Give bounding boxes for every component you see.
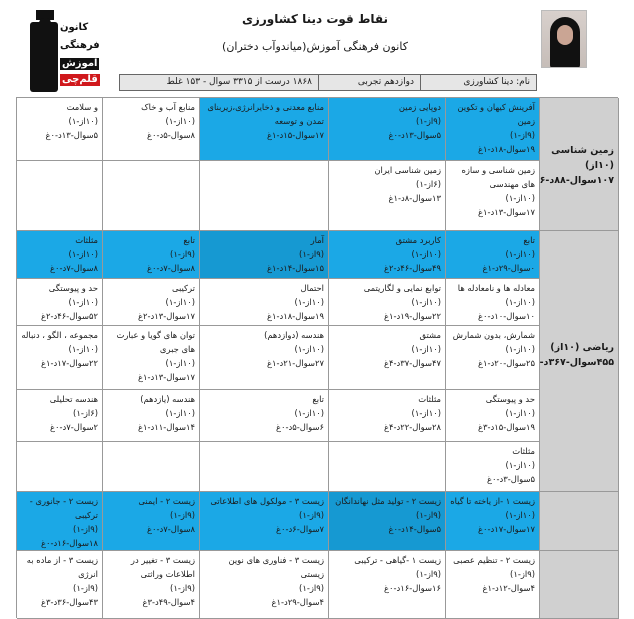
topic-counts: ۲سوال-۷د-۰غ [49, 422, 98, 432]
topic-cell [200, 231, 329, 279]
topic-title: آفرینش کیهان و تکوین زمین [457, 102, 535, 126]
brand-logo [28, 4, 110, 94]
topic-cell [200, 161, 329, 231]
topic-counts: ۱۹سوال-۱۸د-۱غ [266, 311, 324, 321]
topic-score: (۱۰از-۱) [505, 249, 535, 259]
topic-counts: ۸سوال-۷د-۰غ [146, 524, 195, 534]
topic-counts: ۱۴سوال-۱۱د-۱غ [137, 422, 195, 432]
topic-counts: ۱۹سوال-۱۸د-۱غ [477, 144, 535, 154]
topic-counts: ۱۸سوال-۱۶د-۰غ [40, 538, 98, 548]
topic-title: شمارش، بدون شمارش [452, 330, 535, 340]
topic-cell [103, 492, 200, 551]
topic-counts: ۵سوال-۳د-۰غ [486, 474, 535, 484]
topic-score: (۹از-۱) [170, 249, 195, 259]
topic-cell [446, 442, 540, 492]
topic-title: معادله ها و نامعادله ها [457, 283, 535, 293]
topic-score: (۱۰از-۱) [411, 297, 441, 307]
topic-title: و سلامت [66, 102, 98, 112]
topic-score: (۱۰از-۱) [68, 116, 98, 126]
topic-score: (۹از-۱) [416, 569, 441, 579]
topic-cell [329, 492, 446, 551]
topic-score: (۶از-۱) [73, 408, 98, 418]
topic-cell [103, 279, 200, 326]
topic-cell [329, 326, 446, 390]
topic-cell [200, 492, 329, 551]
topic-score: (۱۰از-۱) [294, 408, 324, 418]
topic-score: (۱۰از-۱) [165, 297, 195, 307]
student-info-bar [119, 74, 537, 91]
topic-cell [200, 326, 329, 390]
topic-cell [103, 161, 200, 231]
topic-counts: ۰سوال-۲۹د-۱غ [482, 263, 535, 273]
page-subtitle: کانون فرهنگی آموزش(میاندوآب دختران) [222, 40, 408, 53]
topic-cell [17, 390, 103, 442]
topic-title: منابع آب و خاک [141, 102, 195, 112]
topic-score: (۹از-۱) [510, 569, 535, 579]
topic-counts: ۸سوال-۷د-۰غ [146, 263, 195, 273]
topic-cell [17, 279, 103, 326]
topic-counts: ۸سوال-۷د-۰غ [49, 263, 98, 273]
topic-cell [446, 326, 540, 390]
topic-cell [17, 231, 103, 279]
topic-title: هندسه (دوازدهم) [264, 330, 324, 340]
topic-title: تابع [312, 394, 324, 404]
logo-word: کانون [60, 22, 89, 33]
topic-title: زمین شناسی ایران [374, 165, 441, 175]
topic-counts: ۴سوال-۱۲د-۱غ [482, 583, 535, 593]
student-grade: دوازدهم تجربی [318, 75, 420, 90]
topic-title: حد و پیوستگی [485, 394, 535, 404]
topic-counts: ۸سوال-۵د-۰غ [146, 130, 195, 140]
topic-cell [17, 492, 103, 551]
topic-score: (۱۰از-۱) [505, 193, 535, 203]
topic-cell [200, 279, 329, 326]
topic-title: توابع نمایی و لگاریتمی [363, 283, 441, 293]
topic-counts: ۴۳سوال-۳۶د-۳غ [40, 597, 98, 607]
topic-score: (۶از-۱) [416, 179, 441, 189]
topic-score: (۱۰از-۱) [411, 344, 441, 354]
subject-group-cell [540, 492, 619, 551]
topic-title: زیست ۳ - از ماده به انرژی [26, 555, 98, 579]
topic-cell [200, 442, 329, 492]
logo-word: فرهنگی [60, 40, 100, 51]
topic-cell [446, 551, 540, 619]
topic-counts: ۴۷سوال-۳۷د-۴غ [383, 358, 441, 368]
topic-counts: ۱۰سوال-۱۰د-۰غ [477, 311, 535, 321]
topic-score: (۱۰از-۱) [411, 249, 441, 259]
topic-title: زیست ۱ -گیاهی - ترکیبی [354, 555, 441, 565]
topic-score: (۱۰از-۱) [68, 297, 98, 307]
topic-score: (۹از-۱) [170, 510, 195, 520]
topic-cell [329, 551, 446, 619]
topic-title: زمین شناسی و سازه های مهندسی [461, 165, 535, 189]
topic-title: زیست ۳ - فناوری های نوین زیستی [228, 555, 324, 579]
topic-cell [329, 279, 446, 326]
topic-title: مثلثات [75, 235, 98, 245]
topic-cell [329, 442, 446, 492]
topic-score: (۱۰از-۱) [68, 344, 98, 354]
topic-title: مشتق [419, 330, 441, 340]
topic-counts: ۱۷سوال-۱۵د-۱غ [266, 130, 324, 140]
topic-title: مثلثات [418, 394, 441, 404]
topic-title: دوپایی زمین [398, 102, 441, 112]
topic-counts: ۱۷سوال-۱۳د-۱غ [477, 207, 535, 217]
topic-cell [446, 279, 540, 326]
strengths-table [16, 97, 618, 618]
topic-counts: ۴سوال-۴۹د-۳غ [142, 597, 195, 607]
topic-counts: ۶سوال-۵د-۰غ [275, 422, 324, 432]
topic-score: (۱۰از-۱) [68, 249, 98, 259]
topic-title: توان های گویا و عبارت های جبری [116, 330, 195, 354]
topic-score: (۱۰از-۱) [411, 408, 441, 418]
topic-cell [329, 231, 446, 279]
topic-score: (۹از-۱) [416, 510, 441, 520]
topic-counts: ۱۷سوال-۱۷د-۰غ [477, 524, 535, 534]
topic-cell [446, 492, 540, 551]
topic-score: (۱۰از-۱) [165, 358, 195, 368]
topic-cell [17, 161, 103, 231]
topic-counts: ۵سوال-۱۳د-۰غ [45, 130, 98, 140]
topic-cell [329, 161, 446, 231]
topic-score: (۱۰از-۱) [505, 408, 535, 418]
topic-title: حد و پیوستگی [48, 283, 98, 293]
topic-score: (۹از-۱) [299, 583, 324, 593]
summary-stats: ۱۸۶۸ درست از ۳۳۱۵ سوال - ۱۵۳ غلط [166, 77, 312, 87]
topic-score: (۱۰از-۱) [165, 116, 195, 126]
topic-title: زیست ۳ - تغییر در اطلاعات وراثتی [130, 555, 195, 579]
topic-counts: ۲۷سوال-۲۱د-۱غ [266, 358, 324, 368]
subject-group-cell [540, 231, 619, 492]
topic-cell [329, 98, 446, 161]
topic-score: (۹از-۱) [299, 249, 324, 259]
topic-counts: ۱۹سوال-۱۵د-۳غ [477, 422, 535, 432]
topic-title: مثلثات [512, 446, 535, 456]
topic-counts: ۲۵سوال-۲۰د-۱غ [477, 358, 535, 368]
topic-counts: ۵۲سوال-۴۶د-۲غ [40, 311, 98, 321]
topic-counts: ۲۸سوال-۲۲د-۴غ [383, 422, 441, 432]
topic-score: (۱۰از-۱) [294, 344, 324, 354]
topic-title: زیست ۲ - ایمنی [138, 496, 195, 506]
topic-cell [446, 98, 540, 161]
logo-word: قلم‌چی [62, 74, 98, 85]
topic-counts: ۴سوال-۲۹د-۱غ [271, 597, 324, 607]
topic-counts: ۱۷سوال-۱۳د-۲غ [137, 311, 195, 321]
topic-title: هندسه (یازدهم) [140, 394, 195, 404]
topic-counts: ۱۳سوال-۸د-۱غ [388, 193, 441, 203]
topic-cell [103, 551, 200, 619]
topic-title: زیست ۲ - تنظیم عصبی [453, 555, 535, 565]
subject-group-label: زمین شناسی (۱۰از) ۱۰۷سوال-۸۸د-۶ [540, 144, 614, 186]
topic-score: (۱۰از-۱) [505, 297, 535, 307]
topic-counts: ۱۷سوال-۱۳د-۱غ [137, 372, 195, 382]
topic-score: (۱۰از-۱) [505, 510, 535, 520]
topic-cell [200, 390, 329, 442]
topic-counts: ۱۵سوال-۱۴د-۱غ [266, 263, 324, 273]
topic-title: آمار [310, 235, 324, 245]
topic-score: (۹از-۱) [299, 510, 324, 520]
topic-score: (۱۰از-۱) [294, 297, 324, 307]
topic-title: هندسه تحلیلی [49, 394, 98, 404]
student-name: نام: دینا کشاورزی [420, 75, 536, 90]
topic-cell [446, 390, 540, 442]
topic-score: (۹از-۱) [416, 116, 441, 126]
topic-score: (۱۰از-۱) [165, 408, 195, 418]
topic-score: (۹از-۱) [73, 583, 98, 593]
topic-cell [17, 98, 103, 161]
topic-title: زیست ۲ - تولید مثل نهاندانگان [335, 496, 441, 506]
topic-counts: ۴۹سوال-۴۶د-۲غ [383, 263, 441, 273]
topic-score: (۹از-۱) [170, 583, 195, 593]
logo-word: آموزش [62, 58, 98, 69]
topic-title: ترکیبی [172, 283, 195, 293]
topic-counts: ۷سوال-۶د-۰غ [275, 524, 324, 534]
topic-cell [103, 231, 200, 279]
topic-counts: ۲۲سوال-۱۷د-۱غ [40, 358, 98, 368]
topic-title: زیست ۱ -از یاخته تا گیاه [450, 496, 535, 506]
topic-cell [446, 231, 540, 279]
subject-group-cell [540, 551, 619, 619]
subject-group-cell [540, 98, 619, 231]
topic-cell [103, 442, 200, 492]
topic-title: زیست ۳ - مولکول های اطلاعاتی [210, 496, 324, 506]
topic-cell [200, 98, 329, 161]
topic-cell [103, 98, 200, 161]
topic-cell [103, 326, 200, 390]
topic-cell [17, 326, 103, 390]
topic-counts: ۱۶سوال-۱۶د-۰غ [383, 583, 441, 593]
topic-counts: ۲۲سوال-۱۹د-۱غ [383, 311, 441, 321]
topic-title: تابع [183, 235, 195, 245]
page-title: نقاط قوت دینا کشاورزی [241, 12, 389, 26]
topic-score: (۹از-۱) [73, 524, 98, 534]
topic-title: مجموعه ، الگو ، دنباله [21, 330, 98, 340]
topic-cell [200, 551, 329, 619]
topic-title: منابع معدنی و ذخایرانرژی،زیربنای تمدن و توسعه [207, 102, 324, 126]
topic-counts: ۵سوال-۱۳د-۰غ [388, 130, 441, 140]
topic-cell [446, 161, 540, 231]
topic-cell [329, 390, 446, 442]
topic-score: (۱۰از-۱) [505, 460, 535, 470]
topic-counts: ۵سوال-۱۴د-۰غ [388, 524, 441, 534]
student-photo [541, 10, 587, 68]
topic-title: کاربرد مشتق [395, 235, 441, 245]
topic-cell [103, 390, 200, 442]
subject-group-label: ریاضی (۱۰از) ۴۵۵سوال-۳۶۷د- [540, 341, 614, 368]
topic-title: زیست ۲ - جانوری - ترکیبی [29, 496, 98, 520]
topic-title: تابع [523, 235, 535, 245]
topic-cell [17, 551, 103, 619]
topic-title: احتمال [300, 283, 324, 293]
topic-score: (۹از-۱) [510, 130, 535, 140]
topic-score: (۱۰از-۱) [505, 344, 535, 354]
topic-cell [17, 442, 103, 492]
